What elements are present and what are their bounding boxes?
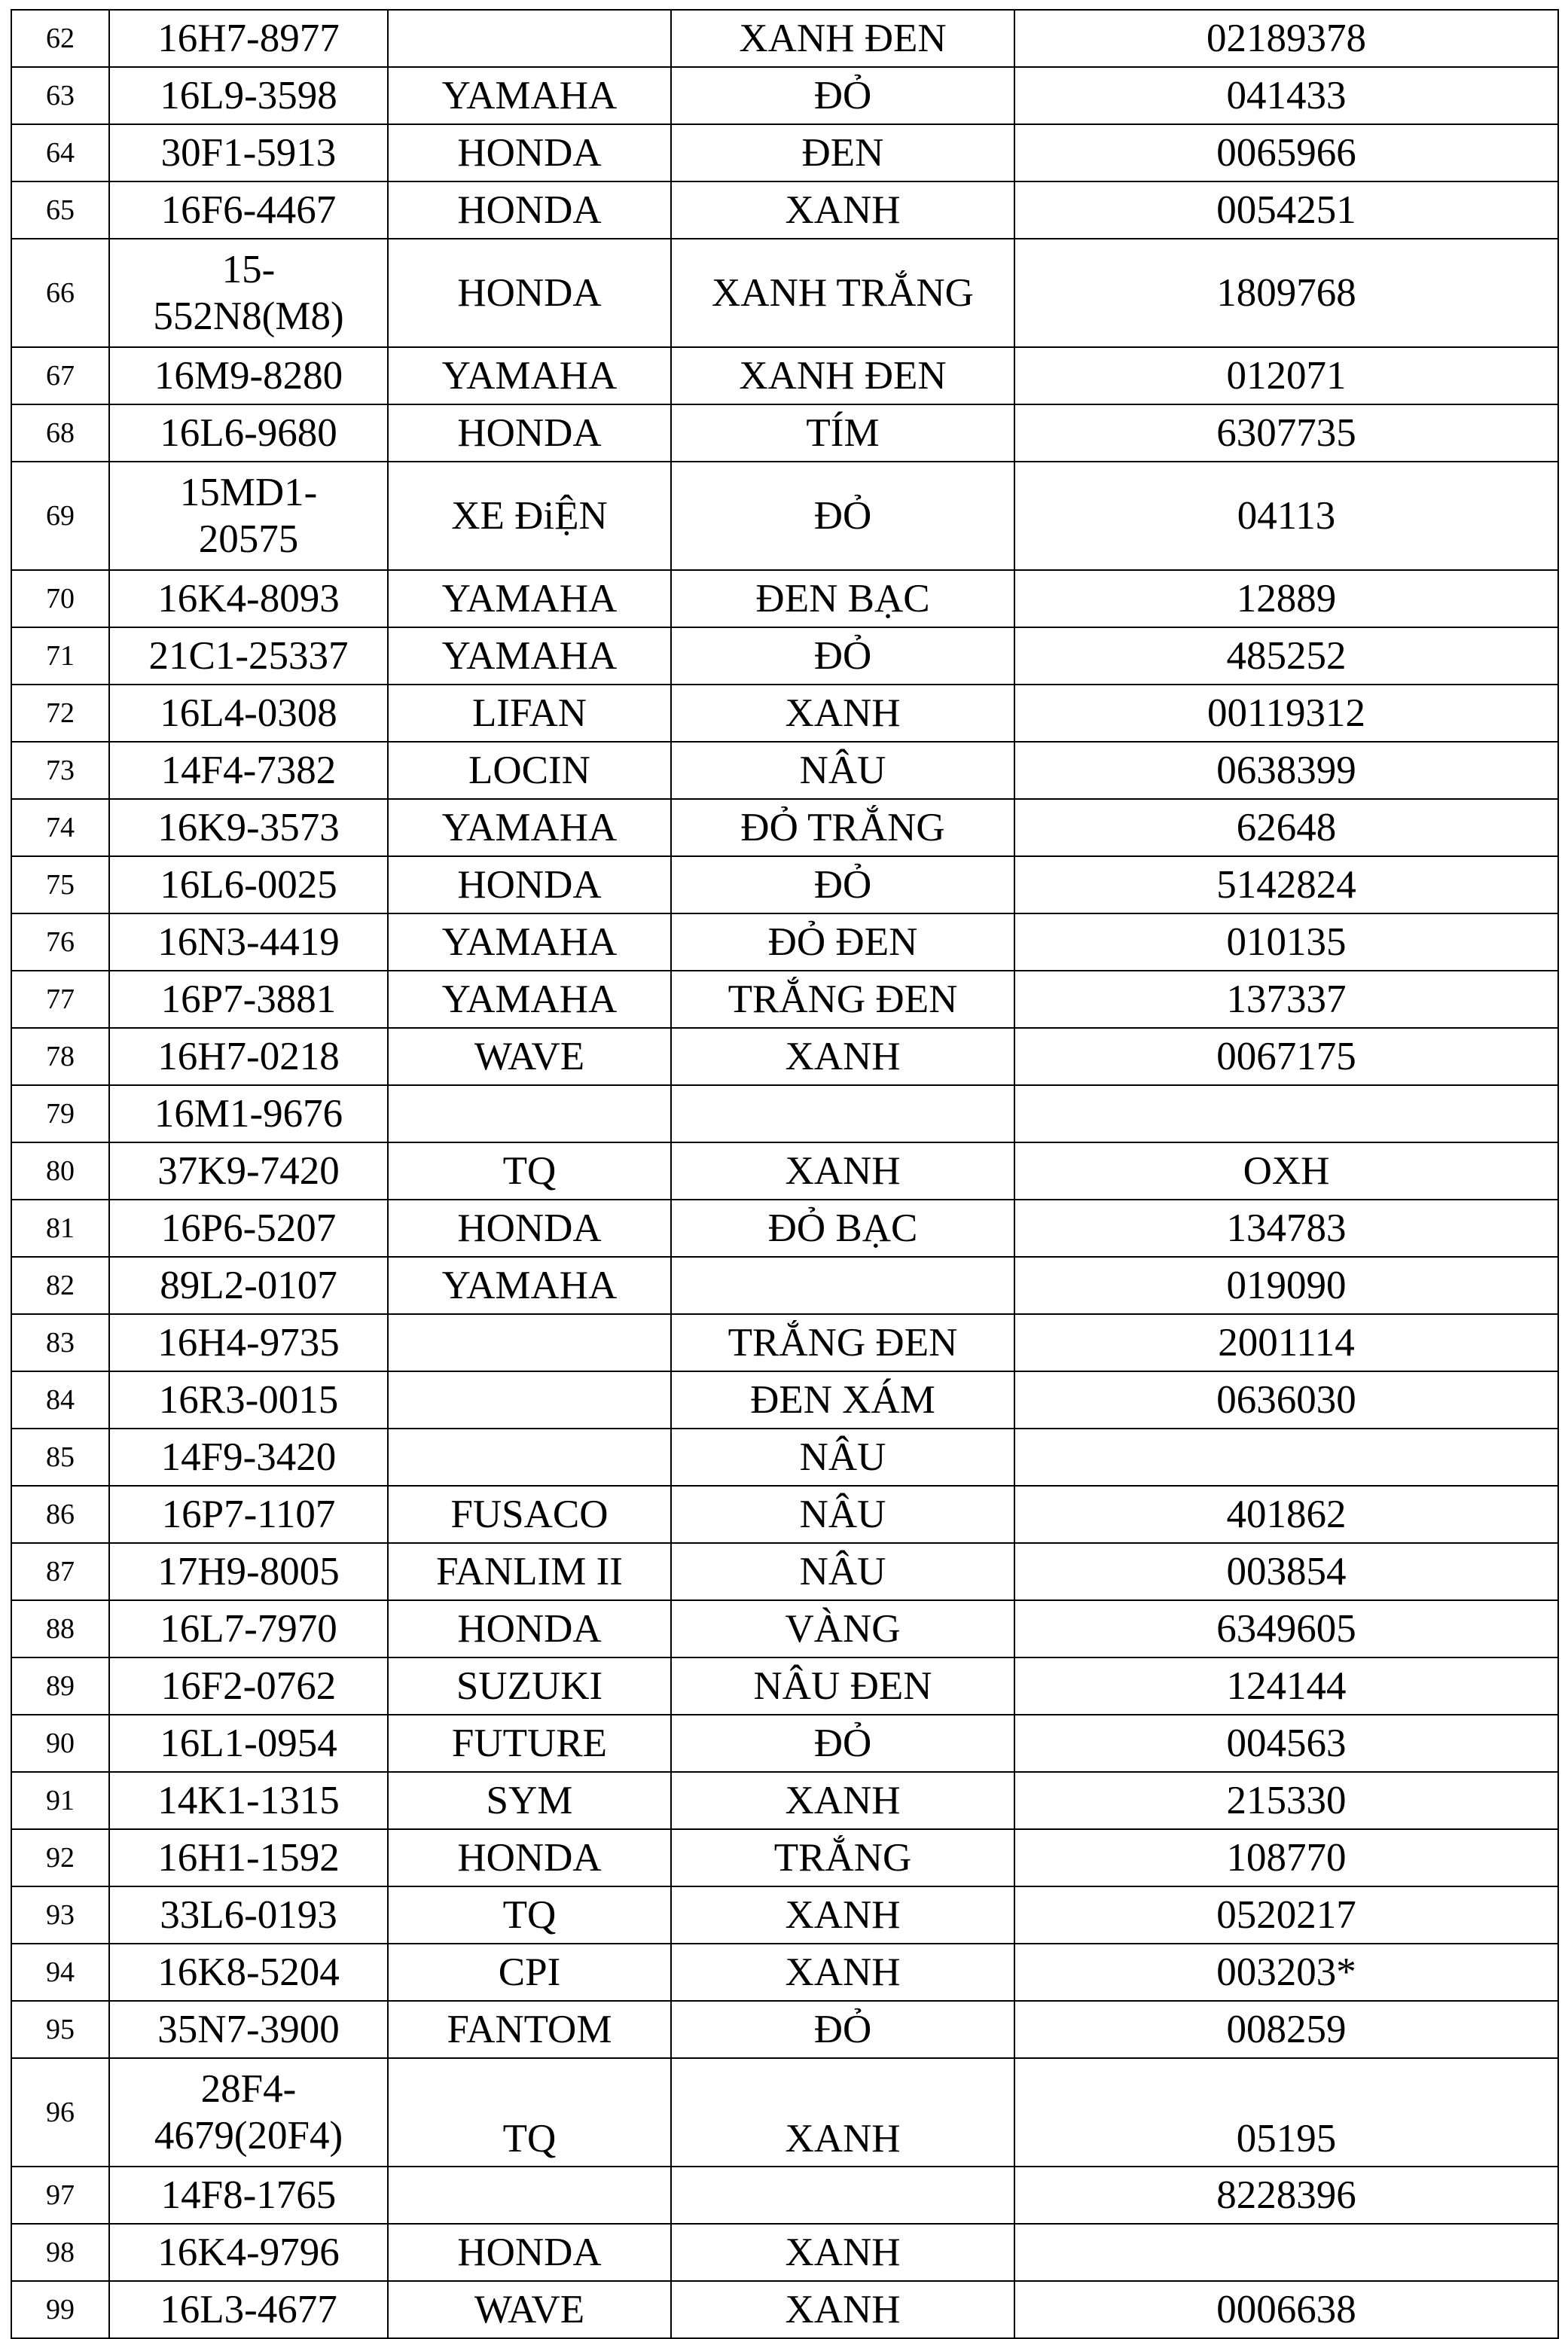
table-row — [11, 347, 1558, 404]
brand-cell: YAMAHA — [388, 347, 671, 404]
table-row — [11, 742, 1558, 799]
table-row — [11, 627, 1558, 685]
brand-cell: XE ĐiỆN — [388, 462, 671, 570]
row-number: 87 — [11, 1543, 109, 1600]
brand-cell: LOCIN — [388, 742, 671, 799]
table-row — [11, 1085, 1558, 1142]
color-cell: NÂU — [671, 1543, 1014, 1600]
color-cell: XANH TRẮNG — [671, 239, 1014, 347]
brand-cell: HONDA — [388, 2224, 671, 2281]
serial-number-cell: 00119312 — [1014, 685, 1558, 742]
license-plate-cell: 15-552N8(M8) — [109, 239, 388, 347]
table-row — [11, 1944, 1558, 2001]
color-cell: TRẮNG — [671, 1829, 1014, 1886]
vehicle-table — [11, 9, 1559, 2339]
brand-cell: YAMAHA — [388, 971, 671, 1028]
color-cell: TRẮNG ĐEN — [671, 971, 1014, 1028]
license-plate-cell: 16K4-9796 — [109, 2224, 388, 2281]
license-plate-cell: 16M1-9676 — [109, 1085, 388, 1142]
serial-number-cell: 0006638 — [1014, 2281, 1558, 2338]
row-number: 79 — [11, 1085, 109, 1142]
license-plate-cell: 15MD1-20575 — [109, 462, 388, 570]
serial-number-cell: 041433 — [1014, 67, 1558, 124]
brand-cell: CPI — [388, 1944, 671, 2001]
serial-number-cell: 62648 — [1014, 799, 1558, 856]
color-cell: XANH — [671, 2224, 1014, 2281]
license-plate-cell: 16N3-4419 — [109, 913, 388, 971]
table-row — [11, 2001, 1558, 2058]
table-row — [11, 570, 1558, 627]
color-cell: NÂU ĐEN — [671, 1657, 1014, 1715]
row-number: 64 — [11, 124, 109, 181]
brand-cell — [388, 1085, 671, 1142]
license-plate-cell: 16P7-1107 — [109, 1486, 388, 1543]
serial-number-cell: 004563 — [1014, 1715, 1558, 1772]
serial-number-cell — [1014, 2224, 1558, 2281]
brand-cell: YAMAHA — [388, 1257, 671, 1314]
brand-cell: HONDA — [388, 124, 671, 181]
serial-number-cell: 04113 — [1014, 462, 1558, 570]
brand-cell: SUZUKI — [388, 1657, 671, 1715]
brand-cell — [388, 1371, 671, 1429]
row-number: 93 — [11, 1886, 109, 1944]
license-plate-cell: 33L6-0193 — [109, 1886, 388, 1944]
color-cell: ĐỎ — [671, 627, 1014, 685]
row-number: 65 — [11, 181, 109, 239]
serial-number-cell: 0065966 — [1014, 124, 1558, 181]
license-plate-cell: 16L7-7970 — [109, 1600, 388, 1657]
brand-cell — [388, 2167, 671, 2224]
table-row — [11, 2281, 1558, 2338]
serial-number-cell: 6349605 — [1014, 1600, 1558, 1657]
table-row — [11, 404, 1558, 462]
color-cell: ĐEN — [671, 124, 1014, 181]
row-number: 98 — [11, 2224, 109, 2281]
color-cell: ĐỎ BẠC — [671, 1200, 1014, 1257]
row-number: 75 — [11, 856, 109, 913]
brand-cell: FANLIM II — [388, 1543, 671, 1600]
row-number: 68 — [11, 404, 109, 462]
license-plate-cell: 89L2-0107 — [109, 1257, 388, 1314]
row-number: 70 — [11, 570, 109, 627]
color-cell: XANH — [671, 181, 1014, 239]
color-cell: XANH — [671, 685, 1014, 742]
table-row — [11, 685, 1558, 742]
table-row — [11, 1715, 1558, 1772]
license-plate-cell: 14F9-3420 — [109, 1429, 388, 1486]
table-row — [11, 124, 1558, 181]
color-cell: VÀNG — [671, 1600, 1014, 1657]
serial-number-cell: 124144 — [1014, 1657, 1558, 1715]
color-cell — [671, 1085, 1014, 1142]
license-plate-cell: 16H7-8977 — [109, 10, 388, 67]
color-cell: XANH — [671, 1028, 1014, 1085]
license-plate-cell: 30F1-5913 — [109, 124, 388, 181]
license-plate-cell: 16P6-5207 — [109, 1200, 388, 1257]
color-cell: XANH — [671, 2281, 1014, 2338]
brand-cell: HONDA — [388, 181, 671, 239]
row-number: 91 — [11, 1772, 109, 1829]
license-plate-cell: 16R3-0015 — [109, 1371, 388, 1429]
serial-number-cell: 003203* — [1014, 1944, 1558, 2001]
serial-number-cell: 2001114 — [1014, 1314, 1558, 1371]
table-row — [11, 1028, 1558, 1085]
table-row — [11, 1429, 1558, 1486]
table-row — [11, 856, 1558, 913]
table-row — [11, 1314, 1558, 1371]
serial-number-cell: 019090 — [1014, 1257, 1558, 1314]
license-plate-cell: 16K8-5204 — [109, 1944, 388, 2001]
table-row — [11, 1657, 1558, 1715]
serial-number-cell: 003854 — [1014, 1543, 1558, 1600]
serial-number-cell: OXH — [1014, 1142, 1558, 1200]
color-cell: NÂU — [671, 1486, 1014, 1543]
table-row — [11, 1543, 1558, 1600]
license-plate-cell: 16L6-9680 — [109, 404, 388, 462]
serial-number-cell — [1014, 1429, 1558, 1486]
brand-cell: HONDA — [388, 239, 671, 347]
table-row — [11, 1772, 1558, 1829]
table-row — [11, 1600, 1558, 1657]
brand-cell: TQ — [388, 2058, 671, 2167]
row-number: 71 — [11, 627, 109, 685]
row-number: 77 — [11, 971, 109, 1028]
brand-cell — [388, 1429, 671, 1486]
table-row — [11, 181, 1558, 239]
color-cell: TRẮNG ĐEN — [671, 1314, 1014, 1371]
table-row — [11, 1886, 1558, 1944]
table-row — [11, 2058, 1558, 2167]
license-plate-cell: 21C1-25337 — [109, 627, 388, 685]
color-cell — [671, 2167, 1014, 2224]
brand-cell: YAMAHA — [388, 627, 671, 685]
row-number: 73 — [11, 742, 109, 799]
table-row — [11, 1257, 1558, 1314]
color-cell: XANH ĐEN — [671, 347, 1014, 404]
row-number: 85 — [11, 1429, 109, 1486]
serial-number-cell: 0638399 — [1014, 742, 1558, 799]
row-number: 62 — [11, 10, 109, 67]
license-plate-cell: 14K1-1315 — [109, 1772, 388, 1829]
row-number: 83 — [11, 1314, 109, 1371]
row-number: 76 — [11, 913, 109, 971]
serial-number-cell: 0054251 — [1014, 181, 1558, 239]
brand-cell: WAVE — [388, 2281, 671, 2338]
table-row — [11, 1486, 1558, 1543]
serial-number-cell: 012071 — [1014, 347, 1558, 404]
license-plate-cell: 16P7-3881 — [109, 971, 388, 1028]
row-number: 97 — [11, 2167, 109, 2224]
table-row — [11, 1371, 1558, 1429]
brand-cell: LIFAN — [388, 685, 671, 742]
row-number: 96 — [11, 2058, 109, 2167]
row-number: 84 — [11, 1371, 109, 1429]
brand-cell: FANTOM — [388, 2001, 671, 2058]
serial-number-cell: 05195 — [1014, 2058, 1558, 2167]
table-row — [11, 239, 1558, 347]
brand-cell: HONDA — [388, 1200, 671, 1257]
table-row — [11, 10, 1558, 67]
license-plate-cell: 16H7-0218 — [109, 1028, 388, 1085]
color-cell: ĐEN BẠC — [671, 570, 1014, 627]
license-plate-cell: 16H1-1592 — [109, 1829, 388, 1886]
color-cell: ĐỎ — [671, 67, 1014, 124]
serial-number-cell: 401862 — [1014, 1486, 1558, 1543]
license-plate-cell: 16L6-0025 — [109, 856, 388, 913]
license-plate-cell: 16K9-3573 — [109, 799, 388, 856]
color-cell: XANH — [671, 1142, 1014, 1200]
row-number: 69 — [11, 462, 109, 570]
row-number: 78 — [11, 1028, 109, 1085]
table-row — [11, 1829, 1558, 1886]
table-row — [11, 1142, 1558, 1200]
serial-number-cell: 8228396 — [1014, 2167, 1558, 2224]
brand-cell: HONDA — [388, 1829, 671, 1886]
brand-cell: FUTURE — [388, 1715, 671, 1772]
serial-number-cell — [1014, 1085, 1558, 1142]
license-plate-cell: 14F4-7382 — [109, 742, 388, 799]
table-row — [11, 2224, 1558, 2281]
license-plate-cell: 17H9-8005 — [109, 1543, 388, 1600]
serial-number-cell: 12889 — [1014, 570, 1558, 627]
row-number: 99 — [11, 2281, 109, 2338]
color-cell: TÍM — [671, 404, 1014, 462]
brand-cell: YAMAHA — [388, 799, 671, 856]
table-row — [11, 971, 1558, 1028]
brand-cell: TQ — [388, 1142, 671, 1200]
license-plate-cell: 16H4-9735 — [109, 1314, 388, 1371]
license-plate-cell: 16K4-8093 — [109, 570, 388, 627]
brand-cell: HONDA — [388, 1600, 671, 1657]
color-cell: XANH ĐEN — [671, 10, 1014, 67]
color-cell: XANH — [671, 1944, 1014, 2001]
color-cell: NÂU — [671, 742, 1014, 799]
color-cell: ĐỎ — [671, 856, 1014, 913]
color-cell: NÂU — [671, 1429, 1014, 1486]
row-number: 80 — [11, 1142, 109, 1200]
row-number: 67 — [11, 347, 109, 404]
row-number: 81 — [11, 1200, 109, 1257]
color-cell: XANH — [671, 1886, 1014, 1944]
row-number: 89 — [11, 1657, 109, 1715]
row-number: 86 — [11, 1486, 109, 1543]
row-number: 88 — [11, 1600, 109, 1657]
row-number: 74 — [11, 799, 109, 856]
serial-number-cell: 134783 — [1014, 1200, 1558, 1257]
brand-cell: HONDA — [388, 856, 671, 913]
license-plate-cell: 16L3-4677 — [109, 2281, 388, 2338]
color-cell — [671, 1257, 1014, 1314]
serial-number-cell: 1809768 — [1014, 239, 1558, 347]
row-number: 94 — [11, 1944, 109, 2001]
license-plate-cell: 16F6-4467 — [109, 181, 388, 239]
serial-number-cell: 010135 — [1014, 913, 1558, 971]
table-row — [11, 799, 1558, 856]
row-number: 90 — [11, 1715, 109, 1772]
color-cell: ĐEN XÁM — [671, 1371, 1014, 1429]
brand-cell: YAMAHA — [388, 913, 671, 971]
table-row — [11, 67, 1558, 124]
color-cell: ĐỎ — [671, 462, 1014, 570]
serial-number-cell: 008259 — [1014, 2001, 1558, 2058]
serial-number-cell: 137337 — [1014, 971, 1558, 1028]
row-number: 95 — [11, 2001, 109, 2058]
row-number: 92 — [11, 1829, 109, 1886]
serial-number-cell: 215330 — [1014, 1772, 1558, 1829]
brand-cell — [388, 1314, 671, 1371]
table-row — [11, 913, 1558, 971]
brand-cell: YAMAHA — [388, 570, 671, 627]
license-plate-cell: 16F2-0762 — [109, 1657, 388, 1715]
license-plate-cell: 16M9-8280 — [109, 347, 388, 404]
color-cell: ĐỎ TRẮNG — [671, 799, 1014, 856]
brand-cell: SYM — [388, 1772, 671, 1829]
color-cell: ĐỎ ĐEN — [671, 913, 1014, 971]
color-cell: ĐỎ — [671, 1715, 1014, 1772]
license-plate-cell: 16L4-0308 — [109, 685, 388, 742]
brand-cell: HONDA — [388, 404, 671, 462]
color-cell: XANH — [671, 1772, 1014, 1829]
serial-number-cell: 5142824 — [1014, 856, 1558, 913]
serial-number-cell: 108770 — [1014, 1829, 1558, 1886]
brand-cell — [388, 10, 671, 67]
serial-number-cell: 0067175 — [1014, 1028, 1558, 1085]
license-plate-cell: 35N7-3900 — [109, 2001, 388, 2058]
license-plate-cell: 37K9-7420 — [109, 1142, 388, 1200]
serial-number-cell: 0520217 — [1014, 1886, 1558, 1944]
license-plate-cell: 14F8-1765 — [109, 2167, 388, 2224]
serial-number-cell: 6307735 — [1014, 404, 1558, 462]
color-cell: ĐỎ — [671, 2001, 1014, 2058]
license-plate-cell: 16L9-3598 — [109, 67, 388, 124]
brand-cell: WAVE — [388, 1028, 671, 1085]
serial-number-cell: 02189378 — [1014, 10, 1558, 67]
brand-cell: FUSACO — [388, 1486, 671, 1543]
table-row — [11, 2167, 1558, 2224]
row-number: 66 — [11, 239, 109, 347]
vehicle-table-body — [11, 10, 1558, 2338]
table-row — [11, 1200, 1558, 1257]
row-number: 72 — [11, 685, 109, 742]
table-row — [11, 462, 1558, 570]
brand-cell: YAMAHA — [388, 67, 671, 124]
license-plate-cell: 16L1-0954 — [109, 1715, 388, 1772]
serial-number-cell: 485252 — [1014, 627, 1558, 685]
row-number: 82 — [11, 1257, 109, 1314]
row-number: 63 — [11, 67, 109, 124]
brand-cell: TQ — [388, 1886, 671, 1944]
license-plate-cell: 28F4-4679(20F4) — [109, 2058, 388, 2167]
serial-number-cell: 0636030 — [1014, 1371, 1558, 1429]
color-cell: XANH — [671, 2058, 1014, 2167]
